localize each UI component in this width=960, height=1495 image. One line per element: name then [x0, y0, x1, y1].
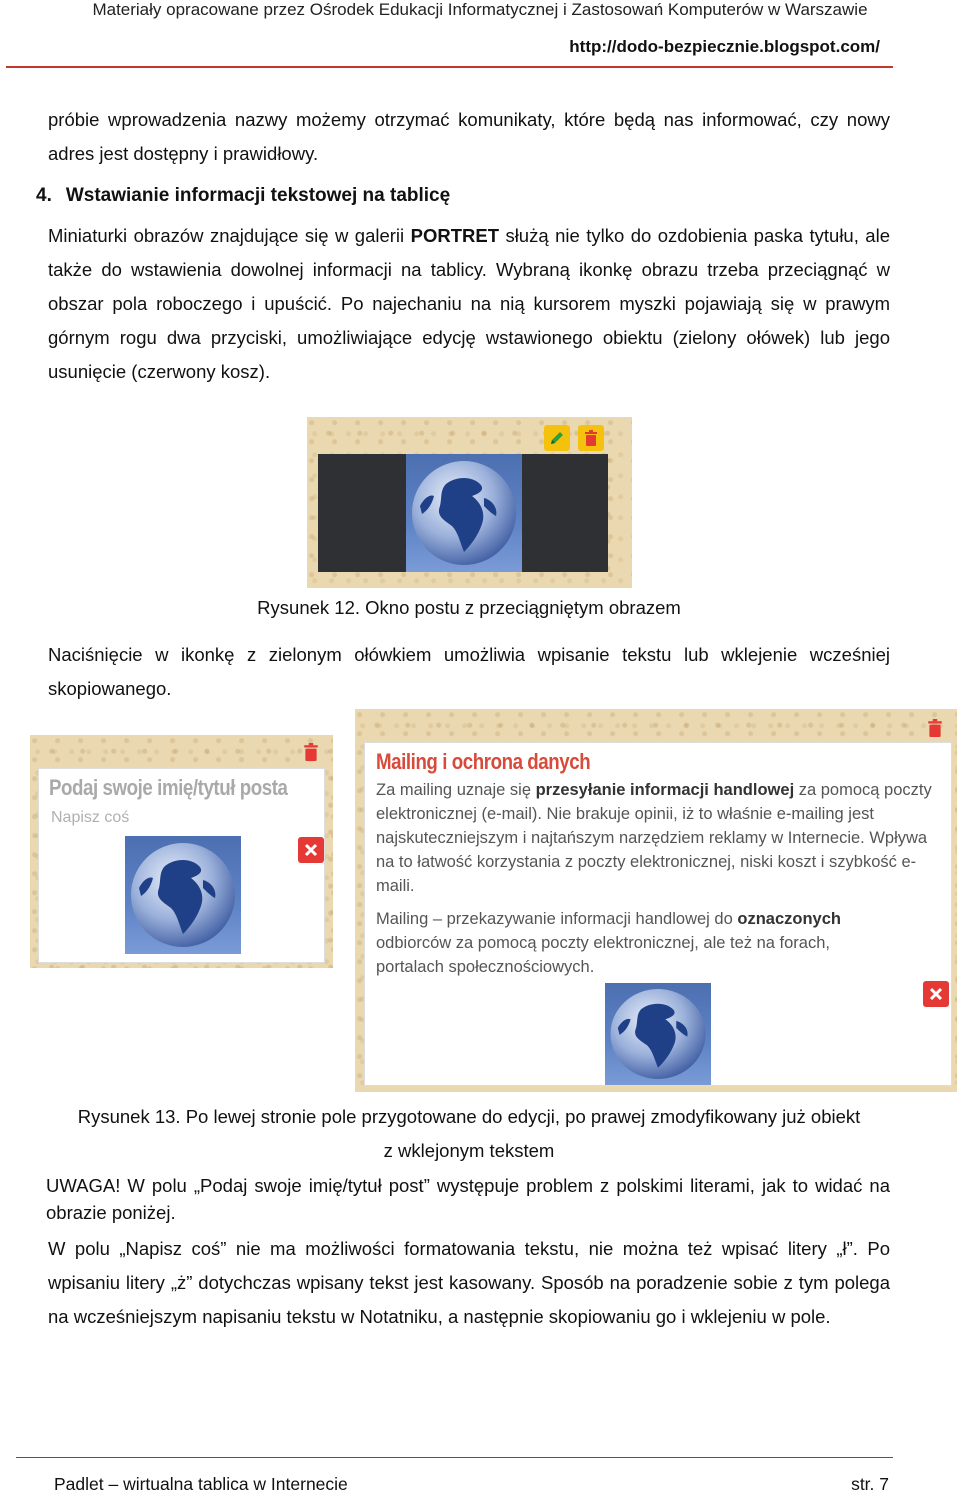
- image-frame: [318, 454, 608, 572]
- post-content: [364, 742, 952, 1086]
- post-text: Za mailing uznaje się: [376, 781, 536, 799]
- title-input[interactable]: Podaj swoje imię/tytuł posta: [49, 775, 288, 800]
- figure-13-caption-line-2: z wklejonym tekstem: [383, 1140, 555, 1161]
- trash-icon: [926, 717, 944, 739]
- header-institution: Materiały opracowane przez Ośrodek Edukacji Informatycznej i Zastosowań Komputerów w Warszawie: [92, 0, 868, 19]
- intro-paragraph: próbie wprowadzenia nazwy możemy otrzymać komunikaty, które będą nas informować, czy nowy adres jest dostępny i prawidłowy.: [48, 109, 890, 164]
- delete-trash-button[interactable]: [302, 741, 320, 768]
- paragraph-text: Miniaturki obrazów znajdujące się w galerii: [48, 225, 411, 246]
- figure-12-caption: Rysunek 12. Okno postu z przeciągniętym obrazem: [257, 597, 681, 618]
- remove-image-button[interactable]: [298, 837, 324, 863]
- post-bold-text: oznaczonych: [737, 910, 841, 928]
- post-body-paragraph-2[interactable]: [376, 907, 896, 979]
- delete-trash-button[interactable]: [578, 425, 604, 451]
- trash-icon: [302, 741, 320, 763]
- page-number: str. 7: [851, 1474, 889, 1494]
- close-icon: [928, 986, 944, 1002]
- globe-icon: [406, 454, 522, 572]
- remove-image-button[interactable]: [923, 981, 949, 1007]
- trash-icon: [583, 429, 599, 447]
- section-heading: [36, 185, 450, 207]
- pencil-icon: [548, 429, 566, 447]
- edit-pencil-button[interactable]: [544, 425, 570, 451]
- figure-12-post: [307, 417, 632, 588]
- delete-trash-button[interactable]: [926, 717, 944, 744]
- paragraph-pencil: Naciśnięcie w ikonkę z zielonym ołówkiem umożliwia wpisanie tekstu lub wklejenie wcześniej skopiowanego.: [48, 644, 890, 699]
- section-number: 4.: [36, 185, 52, 206]
- warning-paragraph: UWAGA! W polu „Podaj swoje imię/tytuł post” występuje problem z polskimi literami, jak to widać na obrazie poniżej.: [46, 1175, 890, 1223]
- globe-icon: [605, 983, 711, 1085]
- portret-keyword: PORTRET: [410, 225, 499, 246]
- footer-divider: [16, 1457, 893, 1458]
- body-input[interactable]: Napisz coś: [51, 809, 130, 826]
- globe-image: [605, 983, 711, 1085]
- figure-13-right-post: [355, 709, 957, 1092]
- header-url[interactable]: http://dodo-bezpiecznie.blogspot.com/: [569, 37, 880, 56]
- header-divider: [6, 66, 893, 68]
- paragraph-text: służą nie tylko do ozdobienia paska tytułu, ale także do wstawienia dowolnej informacji na tablicy. Wybraną ikonkę obrazu trzeba przeciągnąć w obszar pola roboczego i upuścić. Po najechaniu na nią kursorem myszki pojawiają się w prawym górnym rogu dwa przyciski, umożliwiające edycję wstawionego obiektu (zielony ołówek) lub jego usunięcie (czerwony kosz).: [48, 225, 890, 382]
- post-text: Mailing – przekazywanie informacji handlowej do: [376, 910, 738, 928]
- post-text: odbiorców za pomocą poczty elektronicznej, ale też na forach, portalach społecznościowych.: [376, 934, 830, 976]
- figure-13-caption-line-1: Rysunek 13. Po lewej stronie pole przygotowane do edycji, po prawej zmodyfikowany już obiekt: [77, 1106, 861, 1127]
- paragraph-gallery: [48, 219, 890, 389]
- globe-image: [125, 836, 241, 954]
- post-body-paragraph-1[interactable]: [376, 778, 936, 898]
- edit-form: [38, 768, 325, 963]
- post-title[interactable]: Mailing i ochrona danych: [376, 749, 591, 774]
- post-bold-text: przesyłanie informacji handlowej: [535, 781, 795, 799]
- globe-icon: [125, 836, 241, 954]
- globe-image: [406, 454, 522, 572]
- section-title: Wstawianie informacji tekstowej na tablicę: [65, 185, 451, 206]
- paragraph-formatting: W polu „Napisz coś” nie ma możliwości formatowania tekstu, nie można też wpisać litery „ł”. Po wpisaniu litery „ż” dotychczas wpisany tekst jest kasowany. Sposób na poradzenie sobie z tym polega na wcześniejszym napisaniu tekstu w Notatniku, a następnie skopiowaniu go i wklejeniu w pole.: [48, 1238, 890, 1327]
- post-text: za pomocą poczty elektronicznej (e-mail). Nie brakuje opinii, iż to właśnie e-mailing jest najskuteczniejszym i najtańszym narzędziem reklamy w Internecie. Wpływa na to łatwość korzystania z poczty elektronicznej, niski koszt i szybkość e-maili.: [376, 781, 932, 895]
- close-icon: [303, 842, 319, 858]
- footer-title: Padlet – wirtualna tablica w Internecie: [54, 1474, 348, 1494]
- figure-13-left-post: [30, 735, 333, 968]
